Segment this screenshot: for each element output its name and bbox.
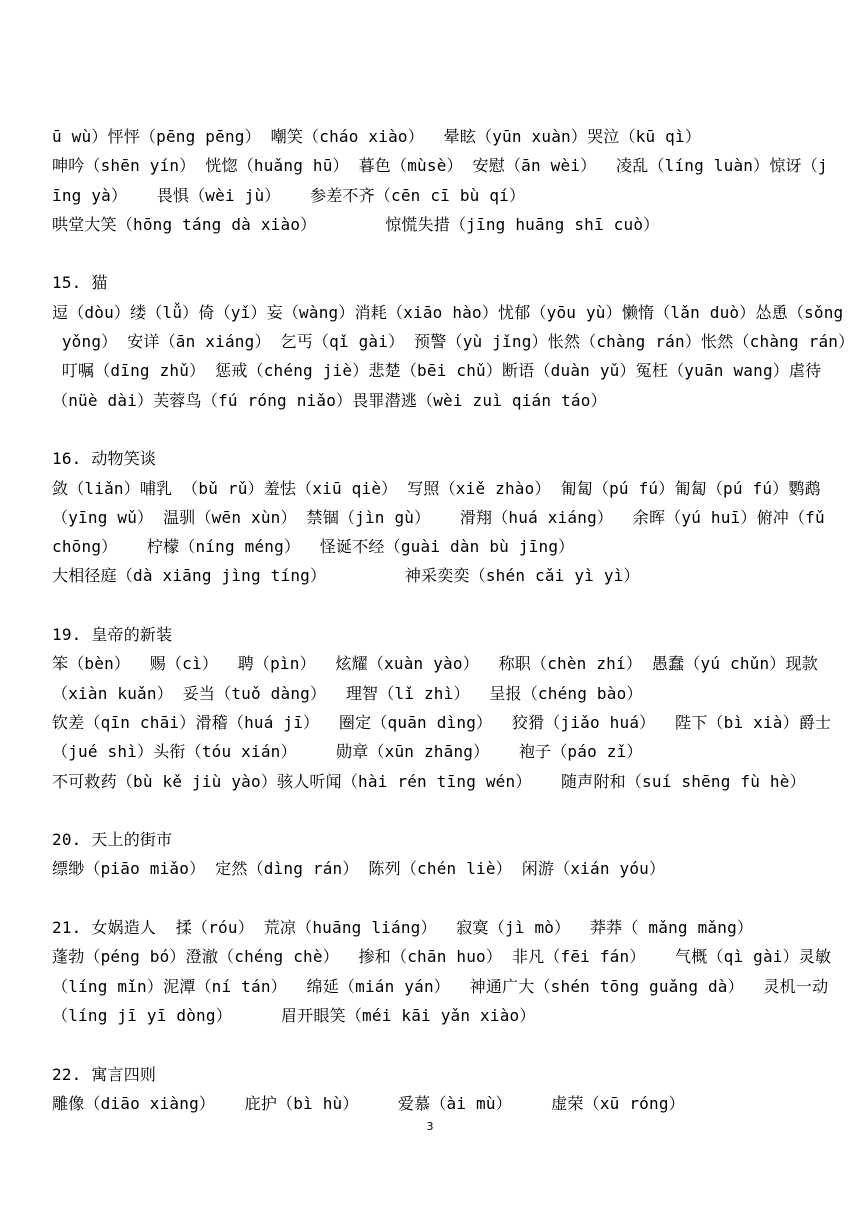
vocab-line: ū wù）怦怦（pēng pēng） 嘲笑（cháo xiào） 晕眩（yūn xuàn）哭泣（kū qì） <box>52 127 702 146</box>
page-number: 3 <box>426 1120 434 1133</box>
vocab-line: 笨（bèn） 赐（cì） 聘（pìn） 炫耀（xuàn yào） 称职（chèn zhí） 愚蠢（yú chǔn）现款 <box>52 654 818 674</box>
document-body <box>52 122 855 1118</box>
vocab-line: 大相径庭（dà xiāng jìng tíng） 神采奕奕（shén cǎi yì yì） <box>52 566 640 586</box>
vocab-line: （xiàn kuǎn） 妥当（tuǒ dàng） 理智（lǐ zhì） 呈报（chéng bào） <box>52 683 643 703</box>
vocab-line: （yīng wǔ） 温驯（wēn xùn） 禁锢（jìn gù） 滑翔（huá xiáng） 余晖（yú huī）俯冲（fǔ <box>52 507 825 527</box>
vocab-line: chōng） 柠檬（níng méng） 怪诞不经（guài dàn bù jīng） <box>52 537 575 557</box>
section-heading: 15. 猫 <box>52 273 108 293</box>
blank-line <box>52 1030 812 1059</box>
vocab-line: yǒng） 安详（ān xiáng） 乞丐（qǐ gài） 预警（yù jǐng）怅然（chàng rán）怅然（chàng rán） <box>52 332 855 352</box>
blank-line <box>52 239 812 268</box>
vocab-line: 钦差（qīn chāi）滑稽（huá jī） 圈定（quān dìng） 狡猾（jiǎo huá） 陛下（bì xià）爵士 <box>52 712 832 732</box>
vocab-line: （líng jī yī dòng） 眉开眼笑（méi kāi yǎn xiào） <box>52 1005 536 1025</box>
vocab-line: 不可救药（bù kě jiù yào）骇人听闻（hài rén tīng wén） 随声附和（suí shēng fù hè） <box>52 771 806 791</box>
vocab-line: 蓬勃（péng bó）澄澈（chéng chè） 掺和（chān huo） 非凡（fēi fán） 气概（qì gài）灵敏 <box>52 947 832 967</box>
vocab-line: 叮嘱（dīng zhǔ） 惩戒（chéng jiè）悲楚（bēi chǔ）断语（duàn yǔ）冤枉（yuān wang）虐待 <box>52 361 822 381</box>
vocab-line: 呻吟（shēn yín） 恍惚（huǎng hū） 暮色（mùsè） 安慰（ān wèi） 凌乱（líng luàn）惊讶（j <box>52 156 828 176</box>
vocab-line: 敛（liǎn）哺乳 （bǔ rǔ）羞怯（xiū qiè） 写照（xiě zhào） 匍匐（pú fú）匍匐（pú fú）鹦鹉 <box>52 478 821 498</box>
section-heading: 20. 天上的街市 <box>52 830 173 850</box>
section-heading: 19. 皇帝的新装 <box>52 625 173 645</box>
blank-line <box>52 591 812 620</box>
blank-line <box>52 796 812 825</box>
vocab-line: （nüè dài）芙蓉鸟（fú róng niǎo）畏罪潜逃（wèi zuì qián táo） <box>52 390 607 410</box>
blank-line <box>52 884 812 913</box>
vocab-line: īng yà） 畏惧（wèi jù） 参差不齐（cēn cī bù qí） <box>52 185 526 205</box>
vocab-line: 雕像（diāo xiàng） 庇护（bì hù） 爱慕（ài mù） 虚荣（xū róng） <box>52 1093 685 1113</box>
vocab-line: 哄堂大笑（hōng táng dà xiào） 惊慌失措（jīng huāng shī cuò） <box>52 214 660 234</box>
vocab-line: （jué shì）头衔（tóu xián） 勋章（xūn zhāng） 袍子（páo zǐ） <box>52 742 643 762</box>
vocab-line: 缥缈（piāo miǎo） 定然（dìng rán） 陈列（chén liè） 闲游（xián yóu） <box>52 859 666 879</box>
vocab-line: （líng mǐn）泥潭（ní tán） 绵延（mián yán） 神通广大（shén tōng guǎng dà） 灵机一动 <box>52 976 829 996</box>
section-heading: 16. 动物笑谈 <box>52 449 157 469</box>
section-heading: 21. 女娲造人 揉（róu） 荒凉（huāng liáng） 寂寞（jì mò） 莽莽（ mǎng mǎng） <box>52 918 754 938</box>
vocab-line: 逗（dòu）缕（lǚ）倚（yǐ）妄（wàng）消耗（xiāo hào）忧郁（yōu yù）懒惰（lǎn duò）怂恿（sǒng <box>52 302 844 322</box>
blank-line <box>52 415 812 444</box>
section-heading: 22. 寓言四则 <box>52 1064 157 1084</box>
